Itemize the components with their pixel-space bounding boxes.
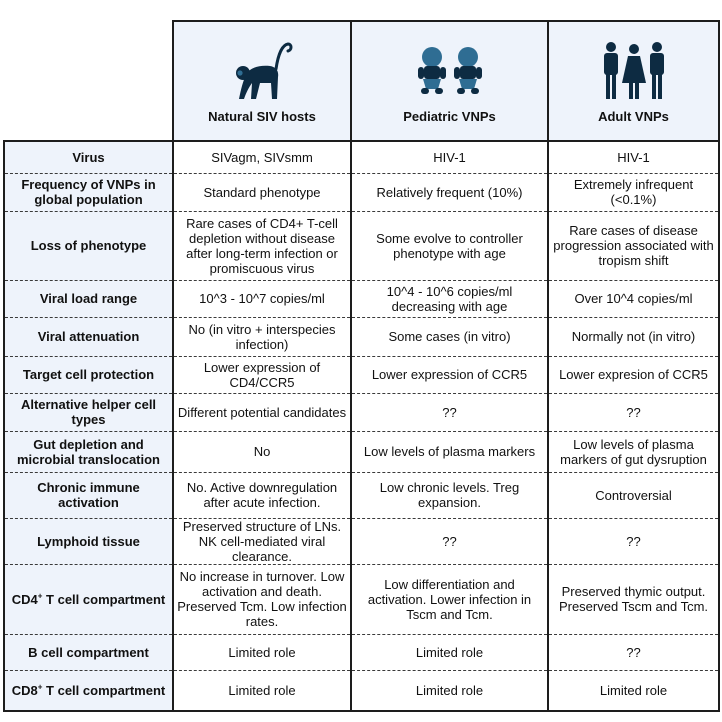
table-cell: No [173, 431, 351, 472]
table-cell: Different potential candidates [173, 393, 351, 431]
table-row [4, 634, 719, 670]
table-cell: ?? [548, 518, 719, 564]
row-label-loss-of-phenotype: Loss of phenotype [4, 211, 173, 280]
table-row [4, 317, 719, 356]
row-label-frequency: Frequency of VNPs in global population [4, 173, 173, 211]
column-header-label: Pediatric VNPs [403, 109, 496, 124]
table-cell: No (in vitro + interspecies infection) [173, 317, 351, 356]
table-cell: Lower expresion of CCR5 [548, 356, 719, 393]
table-cell: Low levels of plasma markers [351, 431, 548, 472]
table-cell: 10^4 - 10^6 copies/ml decreasing with age [351, 280, 548, 317]
table-cell: Limited role [173, 670, 351, 711]
row-label-lymphoid-tissue: Lymphoid tissue [4, 518, 173, 564]
row-label-b-cell-compartment: B cell compartment [4, 634, 173, 670]
row-label-virus: Virus [4, 141, 173, 173]
table-cell: ?? [548, 393, 719, 431]
row-label-viral-attenuation: Viral attenuation [4, 317, 173, 356]
monkey-icon [174, 38, 350, 104]
row-label-chronic-immune-activation: Chronic immune activation [4, 472, 173, 518]
table-cell: Extremely infrequent (<0.1%) [548, 173, 719, 211]
table-cell: Some cases (in vitro) [351, 317, 548, 356]
table-row [4, 356, 719, 393]
table-cell: Preserved structure of LNs. NK cell-mediated viral clearance. [173, 518, 351, 564]
column-header-adult-vnps [548, 21, 719, 141]
table-cell: Relatively frequent (10%) [351, 173, 548, 211]
table-row [4, 472, 719, 518]
table-cell: Normally not (in vitro) [548, 317, 719, 356]
table-cell: Some evolve to controller phenotype with age [351, 211, 548, 280]
table-row [4, 211, 719, 280]
row-label-text: CD8 [11, 682, 38, 698]
column-header-natural-siv-hosts [173, 21, 351, 141]
superscript-plus: + [37, 682, 43, 692]
table-cell: HIV-1 [548, 141, 719, 173]
row-label-text: T cell compartment [42, 682, 166, 698]
table-cell: Low levels of plasma markers of gut dysruption [548, 431, 719, 472]
table-cell: Limited role [351, 634, 548, 670]
row-label-text: T cell compartment [42, 591, 166, 607]
row-label-cd4-t-cell-compartment [4, 564, 173, 634]
table-row [4, 280, 719, 317]
table-row [4, 173, 719, 211]
table-row [4, 518, 719, 564]
row-label-alternative-helper: Alternative helper cell types [4, 393, 173, 431]
comparison-table [3, 20, 720, 712]
table-cell: Over 10^4 copies/ml [548, 280, 719, 317]
row-label-target-cell-protection: Target cell protection [4, 356, 173, 393]
table-row [4, 431, 719, 472]
table-cell: HIV-1 [351, 141, 548, 173]
table-cell: ?? [351, 393, 548, 431]
table-row [4, 670, 719, 711]
table-cell: 10^3 - 10^7 copies/ml [173, 280, 351, 317]
table-cell: Rare cases of disease progression associated with tropism shift [548, 211, 719, 280]
table-row [4, 393, 719, 431]
table-cell: No. Active downregulation after acute infection. [173, 472, 351, 518]
table-cell: Low differentiation and activation. Lower infection in Tscm and Tcm. [351, 564, 548, 634]
table-cell: Controversial [548, 472, 719, 518]
header-row [4, 21, 719, 141]
table-cell: Limited role [548, 670, 719, 711]
table-row [4, 564, 719, 634]
row-label-gut-depletion: Gut depletion and microbial translocation [4, 431, 173, 472]
table-cell: SIVagm, SIVsmm [173, 141, 351, 173]
table-cell: ?? [548, 634, 719, 670]
table-row [4, 141, 719, 173]
corner-cell [4, 21, 173, 141]
table-cell: Lower expression of CCR5 [351, 356, 548, 393]
babies-icon [352, 38, 547, 104]
column-header-label: Adult VNPs [598, 109, 669, 124]
table-cell: Preserved thymic output. Preserved Tscm and Tcm. [548, 564, 719, 634]
table-cell: Rare cases of CD4+ T-cell depletion without disease after long-term infection or promiscuous virus [173, 211, 351, 280]
column-header-label: Natural SIV hosts [208, 109, 316, 124]
superscript-plus: + [37, 591, 43, 601]
table-cell: Lower expression of CD4/CCR5 [173, 356, 351, 393]
table-cell: Standard phenotype [173, 173, 351, 211]
table-cell: No increase in turnover. Low activation and death. Preserved Tcm. Low infection rates. [173, 564, 351, 634]
row-label-text: CD4 [11, 591, 38, 607]
table-cell: Limited role [351, 670, 548, 711]
column-header-pediatric-vnps [351, 21, 548, 141]
table-cell: ?? [351, 518, 548, 564]
table-cell: Limited role [173, 634, 351, 670]
row-label-viral-load-range: Viral load range [4, 280, 173, 317]
table-cell: Low chronic levels. Treg expansion. [351, 472, 548, 518]
adults-icon [549, 38, 718, 104]
row-label-cd8-t-cell-compartment [4, 670, 173, 711]
